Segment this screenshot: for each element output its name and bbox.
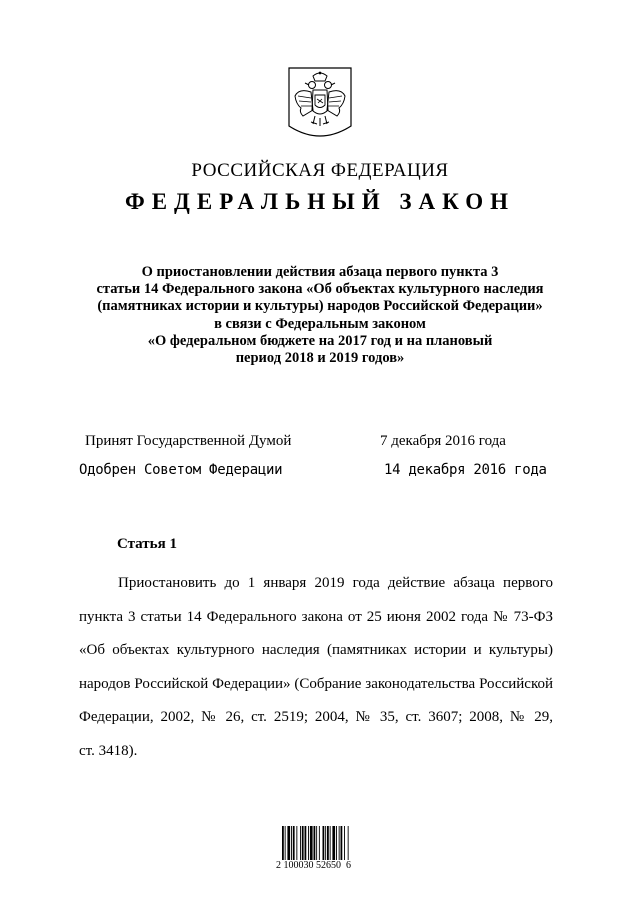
barcode-bar <box>296 826 297 860</box>
document-type: ФЕДЕРАЛЬНЫЙ ЗАКОН <box>124 189 516 214</box>
barcode-bar <box>293 826 295 860</box>
barcode-bar <box>323 826 325 860</box>
barcode-bar <box>327 826 329 860</box>
law-title <box>60 264 580 367</box>
law-title-line: (памятниках истории и культуры) народов Российской Федерации» <box>97 298 543 315</box>
approved-by-federation-council-date: 14 декабря 2016 года <box>384 462 547 478</box>
coat-of-arms-icon <box>287 66 353 142</box>
article-line: Федерации, 2002, № 26, ст. 2519; 2004, № 35, ст. 3607; 2008, № 29, <box>79 709 553 725</box>
article-line: народов Российской Федерации» (Собрание законодательства Российской <box>79 675 553 692</box>
barcode-bar <box>319 826 320 860</box>
barcode-bar <box>325 826 326 860</box>
barcode-bar <box>316 826 317 860</box>
barcode-bar <box>348 826 349 860</box>
barcode-icon <box>282 826 362 860</box>
barcode-bar <box>339 826 340 860</box>
barcode-bar <box>332 826 335 860</box>
barcode-bar <box>336 826 337 860</box>
barcode-bar <box>302 826 304 860</box>
barcode-bar <box>300 826 301 860</box>
barcode-bar <box>310 826 313 860</box>
law-title-line: «О федеральном бюджете на 2017 год и на плановый <box>147 332 493 349</box>
article-heading: Статья 1 <box>117 536 177 552</box>
barcode-bar <box>285 826 286 860</box>
article-line: Приостановить до 1 января 2019 года действие абзаца первого <box>118 575 553 591</box>
article-line: ст. 3418). <box>79 742 138 759</box>
article-line: «Об объектах культурного наследия (памятниках истории и культуры) <box>79 642 553 658</box>
article-line: пункта 3 статьи 14 Федерального закона от 25 июня 2002 года № 73-ФЗ <box>79 608 553 625</box>
barcode-bar <box>330 826 331 860</box>
barcode-bar <box>341 826 343 860</box>
barcode-bar <box>305 826 307 860</box>
law-title-line: в связи с Федеральным законом <box>214 315 426 332</box>
barcode-bar <box>314 826 316 860</box>
law-title-line: О приостановлении действия абзаца первого пункта 3 <box>141 264 499 280</box>
barcode-bar <box>291 826 292 860</box>
barcode-bar <box>282 826 284 860</box>
law-title-line: период 2018 и 2019 годов» <box>235 350 405 367</box>
country-name: РОССИЙСКАЯ ФЕДЕРАЦИЯ <box>191 160 449 181</box>
adopted-by-duma-date: 7 декабря 2016 года <box>380 433 506 449</box>
barcode-bar <box>287 826 290 860</box>
barcode-bar <box>308 826 309 860</box>
approved-by-federation-council-label: Одобрен Советом Федерации <box>79 462 283 478</box>
article-body <box>79 567 553 768</box>
adopted-by-duma-label: Принят Государственной Думой <box>85 433 292 449</box>
barcode-digits: 2 100030 52650 6 <box>276 860 351 871</box>
law-title-line: статьи 14 Федерального закона «Об объектах культурного наследия <box>96 281 544 298</box>
barcode-bar <box>344 826 345 860</box>
